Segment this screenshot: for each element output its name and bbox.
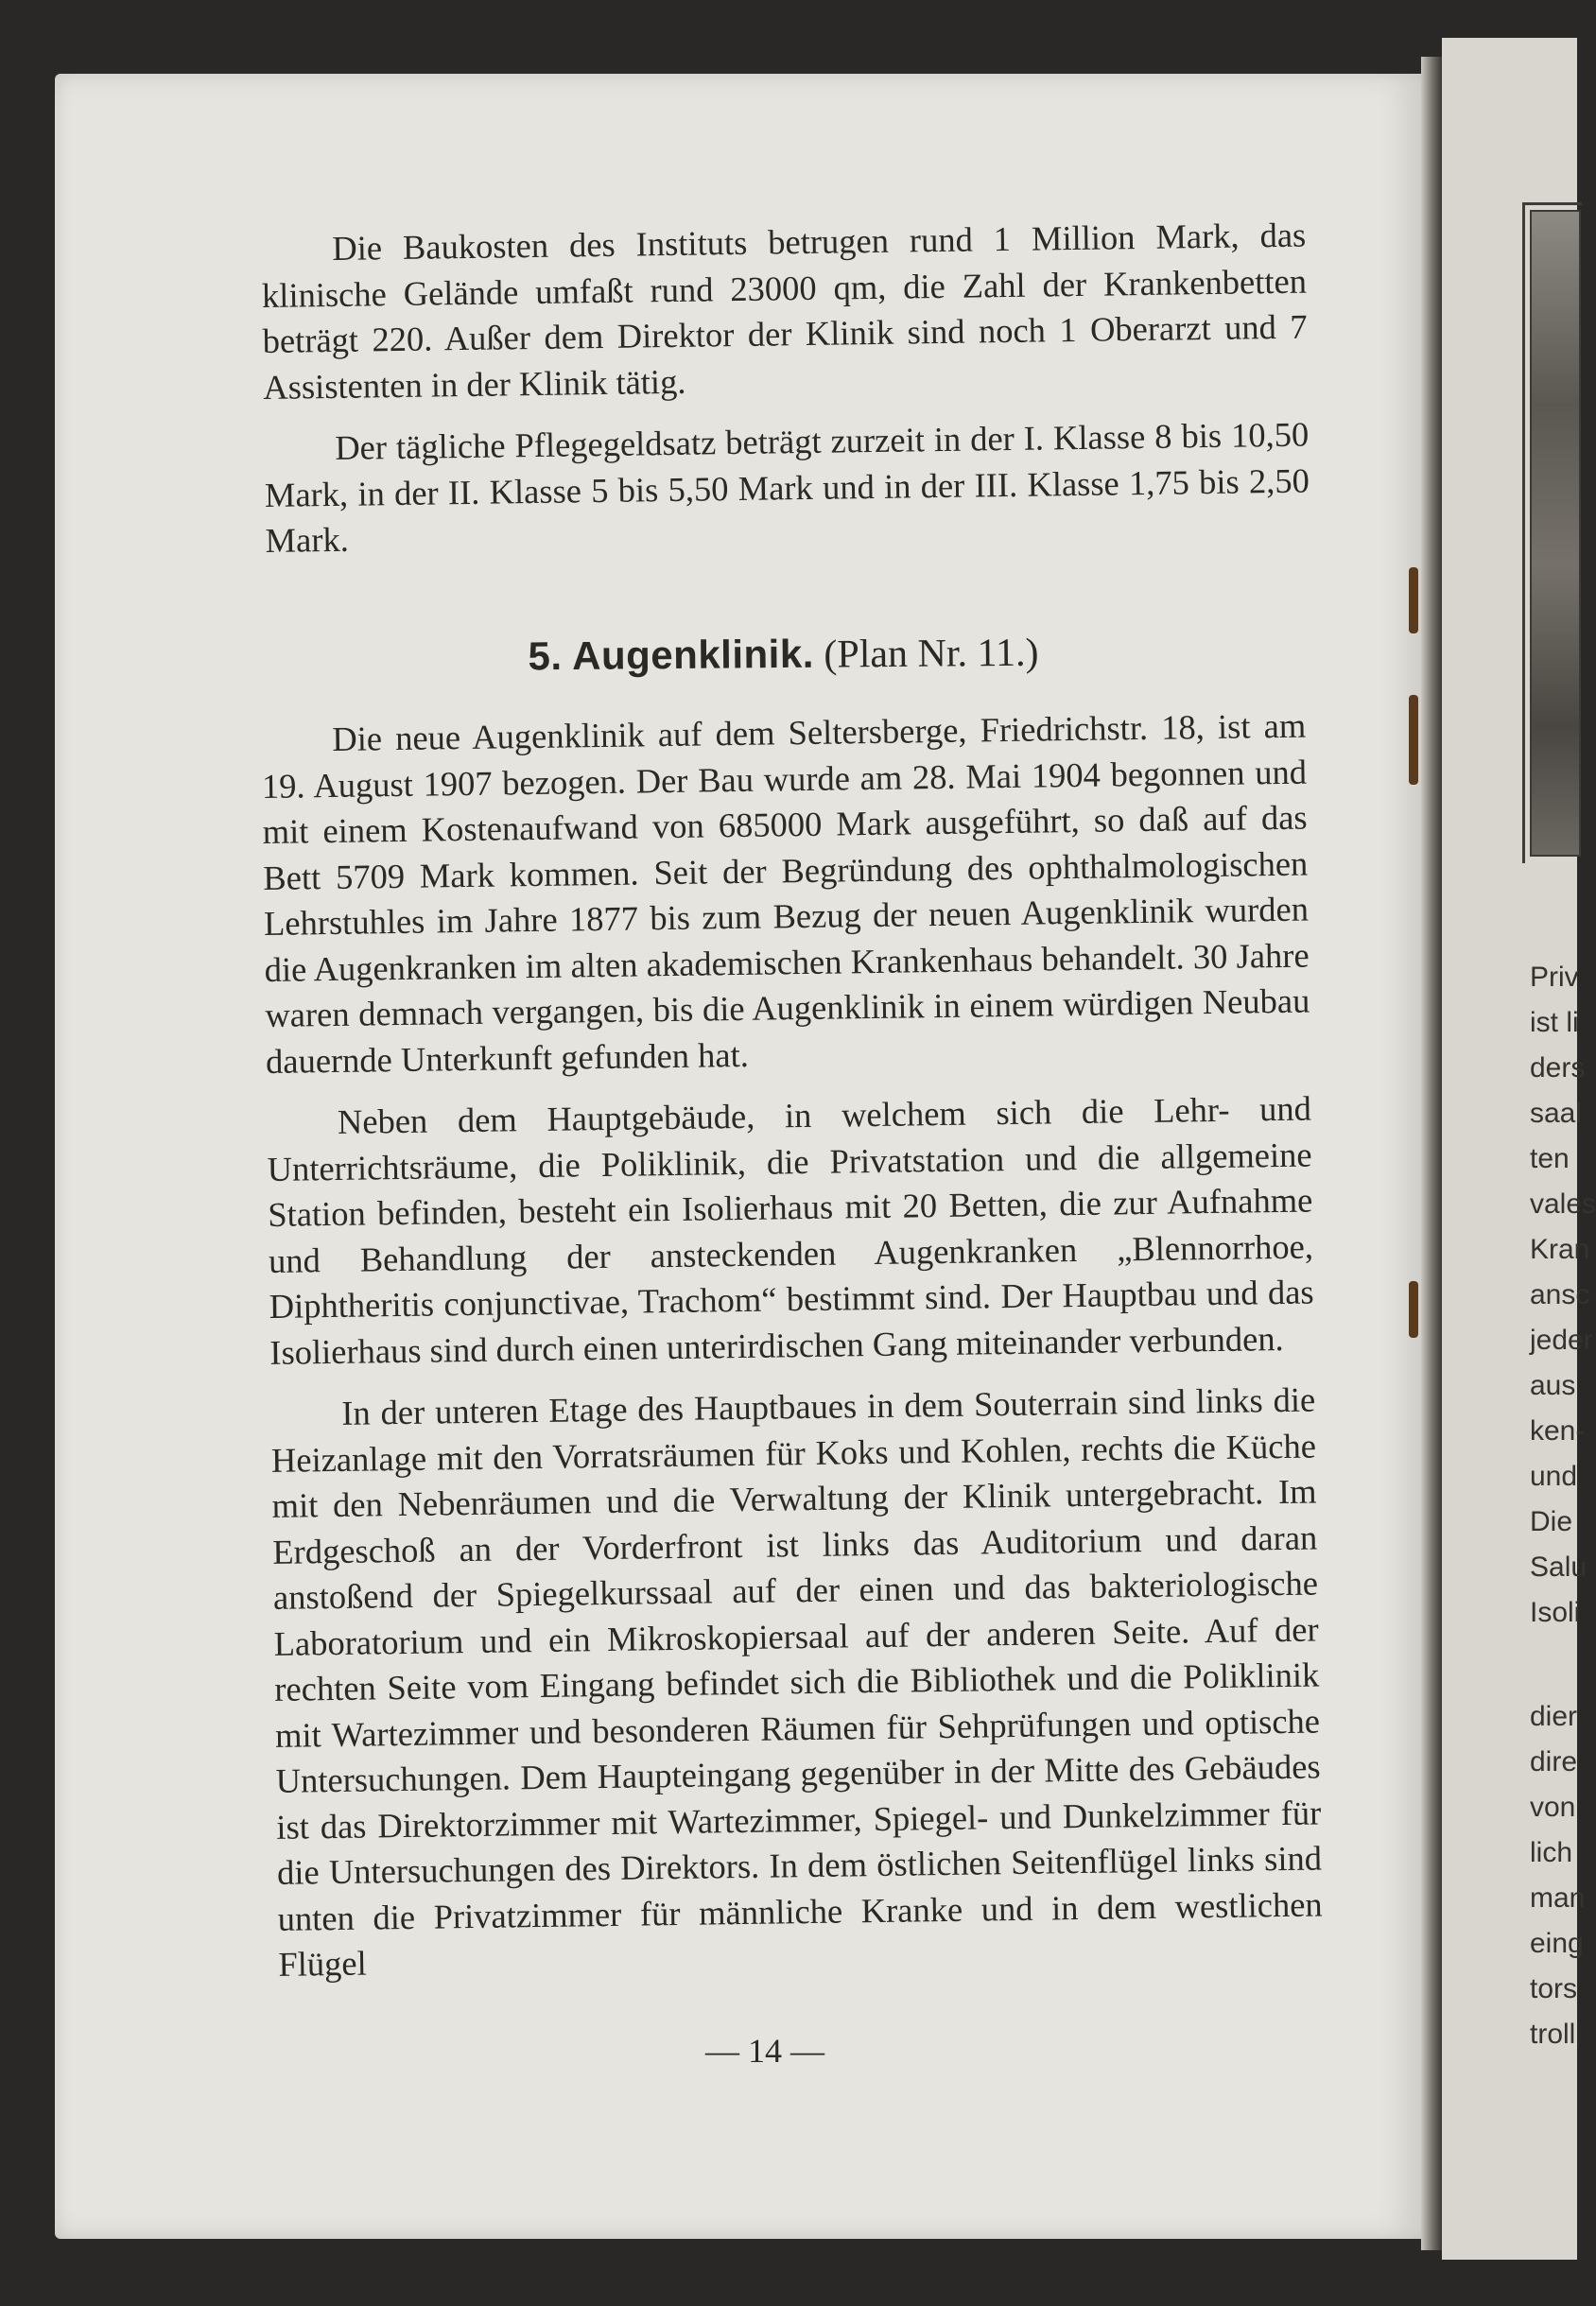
page-number-text: — 14 —: [705, 2032, 824, 2070]
binding-thread-mark: [1409, 1281, 1418, 1338]
line-fragment: Priv: [1530, 962, 1579, 993]
next-page-text-fragments: [1530, 955, 1596, 2057]
line-fragment: man: [1530, 1882, 1586, 1914]
line-fragment: Isoli: [1530, 1597, 1581, 1628]
line-fragment: ken-: [1530, 1415, 1586, 1447]
paragraph-gap: [1530, 1636, 1587, 1694]
line-fragment: jeder: [1530, 1325, 1593, 1356]
binding-thread-mark: [1409, 567, 1418, 633]
line-fragment: lich: [1530, 1837, 1573, 1868]
building-photo-fragment: [1530, 210, 1581, 857]
line-fragment: dier: [1530, 1701, 1578, 1732]
line-fragment: saal: [1530, 1098, 1583, 1129]
section-heading: [261, 627, 1306, 683]
plan-reference: (Plan Nr. 11.): [824, 631, 1039, 677]
line-fragment: ders: [1530, 1052, 1586, 1084]
binding-thread-mark: [1409, 695, 1418, 785]
line-fragment: tors: [1530, 1973, 1578, 2004]
line-fragment: ist li: [1530, 1007, 1579, 1038]
line-fragment: von: [1530, 1792, 1576, 1823]
paragraph: Neben dem Hauptgebäude, in welchem sich die Lehr- und Unterrichtsräume, die Poliklinik, die Privatstation und die allgemeine Station befinden, besteht ein Isolierhaus mit 20 Betten, die zur Aufnahme und Behandlung der ansteckenden Augenkranken „Blennorrhoe, Diphtheritis conjunctivae, Trachom“ bestimmt sind. Der Hauptbau und das Isolierhaus sind durch einen unterirdischen Gang miteinander verbunden.: [267, 1088, 1314, 1372]
paragraph: In der unteren Etage des Hauptbaues in dem Souterrain sind links die Heizanlage mit den Vorratsräumen für Koks und Kohlen, rechts die Küche mit den Nebenräumen und die Verwaltung der Klinik untergebracht. Im Erdgeschoß an der Vorderfront ist links das Auditorium und daran anstoßend der Spiegelkurssaal auf der einen und das bakteriologische Laboratorium und ein Mikroskopiersaal auf der anderen Seite. Auf der rechten Seite vom Eingang befindet sich die Bibliothek und die Poliklinik mit Wartezimmer und besonderen Räumen für Sehprüfungen und optische Untersuchungen. Dem Haupteingang gegenüber in der Mitte des Gebäudes ist das Direktorzimmer mit Wartezimmer, Spiegel- und Dunkelzimmer für die Untersuchungen des Direktors. In dem östlichen Seitenflügel links sind unten die Privatzimmer für männliche Kranke und in dem westlichen Flügel: [270, 1379, 1323, 1984]
line-fragment: und: [1530, 1461, 1578, 1492]
line-fragment: dire: [1530, 1746, 1578, 1777]
line-fragment: ten: [1530, 1143, 1570, 1174]
line-fragment: troll: [1530, 2019, 1576, 2050]
line-fragment: Kran: [1530, 1234, 1590, 1265]
paragraph: Die Baukosten des Instituts betrugen rund 1 Million Mark, das klinische Gelände umfaßt rund 23000 qm, die Zahl der Krankenbetten beträgt 220. Außer dem Direktor der Klinik sind noch 1 Oberarzt und 7 Assistenten in der Klinik tätig.: [261, 215, 1308, 407]
paragraph: Der tägliche Pflegegeldsatz beträgt zurzeit in der I. Klasse 8 bis 10,50 Mark, in der II. Klasse 5 bis 5,50 Mark und in der III. Klasse 1,75 bis 2,50 Mark.: [264, 414, 1310, 560]
text-block-top: [261, 213, 1310, 581]
line-fragment: Die: [1530, 1506, 1573, 1537]
line-fragment: vales: [1530, 1188, 1596, 1220]
line-fragment: aus: [1530, 1370, 1576, 1401]
paragraph: Die neue Augenklinik auf dem Seltersberge, Friedrichstr. 18, ist am 19. August 1907 bezogen. Der Bau wurde am 28. Mai 1904 begonnen und mit einem Kostenaufwand von 685000 Mark ausgeführt, so daß auf das Bett 5709 Mark kommen. Seit der Begründung des ophthalmologischen Lehrstuhles im Jahre 1877 bis zum Bezug der neuen Augenklinik wurden die Augenkranken im alten akademischen Krankenhaus behandelt. 30 Jahre waren demnach vergangen, bis die Augenklinik in einem würdigen Neubau dauernde Unterkunft gefunden hat.: [261, 705, 1310, 1081]
book-gutter: [1421, 57, 1442, 2250]
section-title: 5. Augenklinik.: [528, 631, 815, 679]
text-block-main: [261, 703, 1324, 2004]
line-fragment: eing: [1530, 1928, 1584, 1959]
line-fragment: Salu: [1530, 1552, 1587, 1583]
line-fragment: ansc: [1530, 1279, 1590, 1310]
